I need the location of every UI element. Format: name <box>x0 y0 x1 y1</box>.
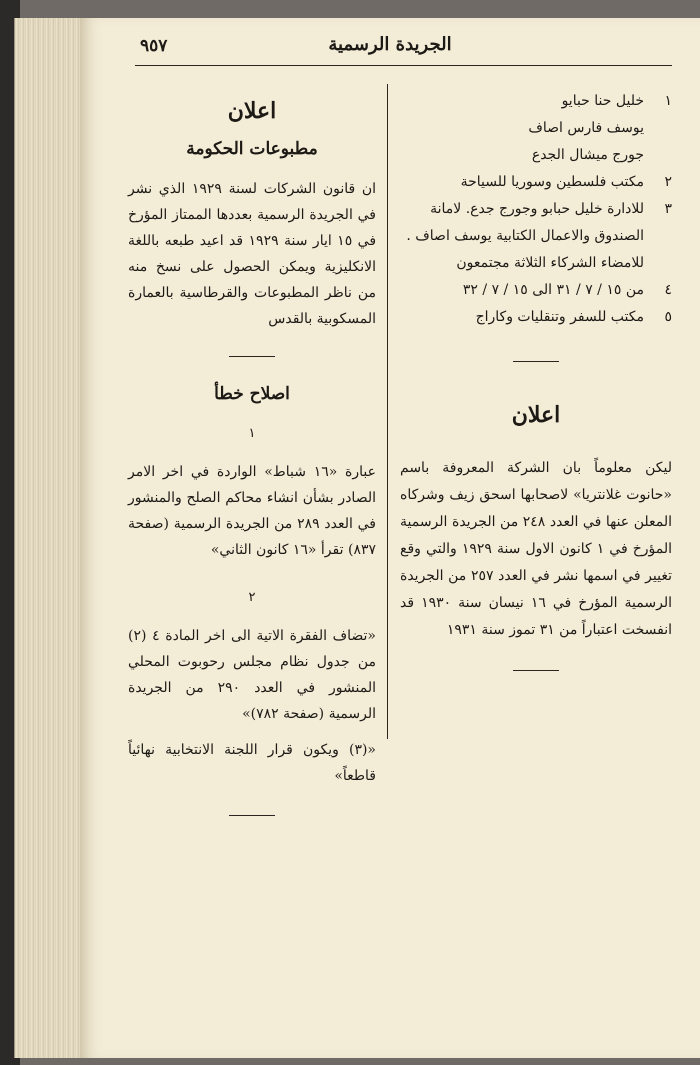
partner-name: خليل حنا حبايو <box>561 93 644 109</box>
gazette-page <box>80 18 700 1058</box>
partner-name: جورج ميشال الجدع <box>531 147 644 163</box>
errata-heading: اصلاح خطأ <box>214 384 290 404</box>
section-separator <box>513 670 559 671</box>
list-item <box>400 304 672 331</box>
item-text: للادارة خليل حبابو وجورج جدع. لامانة الصندوق والاعمال الكتابية يوسف اصاف . للامضاء الشركاء الثلاثة مجتمعون <box>406 201 644 271</box>
notice-heading: اعلان <box>227 98 277 124</box>
item-text: من ١٥ / ٧ / ٣١ الى ١٥ / ٧ / ٣٢ <box>462 282 644 298</box>
errata-quote: «(٣) ويكون قرار اللجنة الانتخابية نهائياً قاطعاً» <box>128 742 376 784</box>
partner-name: يوسف فارس اصاف <box>528 120 644 136</box>
page-number: ٩٥٧ <box>140 36 168 56</box>
right-column <box>400 88 672 685</box>
item-text <box>400 88 644 169</box>
item-text: مكتب للسفر وتنقليات وكاراج <box>475 309 644 325</box>
item-number: ٥ <box>664 309 672 325</box>
section-separator <box>229 815 275 816</box>
item-number: ٣ <box>664 201 672 217</box>
item-number: ٤ <box>664 282 672 298</box>
left-column <box>128 88 376 830</box>
list-item <box>400 277 672 304</box>
notice-subheading: مطبوعات الحكومة <box>186 139 318 159</box>
item-number: ١ <box>664 93 672 109</box>
errata-number: ١ <box>248 426 256 441</box>
section-separator <box>229 356 275 357</box>
item-number: ٢ <box>664 174 672 190</box>
list-item <box>400 88 672 169</box>
item-text: مكتب فلسطين وسوريا للسياحة <box>460 174 644 190</box>
errata-paragraph: عبارة «١٦ شباط» الواردة في اخر الامر الصادر بشأن انشاء محاكم الصلح والمنشور في العدد ٢٨٩ من الجريدة الرسمية (صفحة ٨٣٧) تقرأ «١٦ كانون الثاني» <box>128 464 376 558</box>
errata-paragraph: «تضاف الفقرة الاتية الى اخر المادة ٤ (٢) من جدول نظام مجلس رحوبوت المحلي المنشور في العدد ٢٩٠ من الجريدة الرسمية (صفحة ٧٨٢)» <box>128 628 377 722</box>
list-item <box>400 169 672 196</box>
notice-heading: اعلان <box>511 402 561 428</box>
section-separator <box>513 361 559 362</box>
list-item <box>400 196 672 277</box>
column-divider <box>387 84 388 739</box>
header-rule <box>135 65 672 66</box>
notice-paragraph: ان قانون الشركات لسنة ١٩٢٩ الذي نشر في الجريدة الرسمية بعددها الممتاز المؤرخ في ١٥ ايار سنة ١٩٢٩ قد اعيد طبعه باللغة الانكليزية ويمكن الحصول على نسخ منه من ناظر المطبوعات والقرطاسية بالعمارة المسكوبية بالقدس <box>128 181 377 327</box>
notice-paragraph: ليكن معلوماً بان الشركة المعروفة باسم «حانوت غلانتريا» لاصحابها اسحق زيف وشركاه المعلن عنها في العدد ٢٤٨ من الجريدة الرسمية المؤرخ في ١ كانون الاول سنة ١٩٢٩ والتي وقع تغيير في اسمها نشر في العدد ٢٥٧ من الجريدة الرسمية المؤرخ في ١٦ نيسان سنة ١٩٣٠ قد انفسخت اعتباراً من ٣١ تموز سنة ١٩٣١ <box>400 460 672 638</box>
errata-number: ٢ <box>248 590 256 605</box>
running-head-title: الجريدة الرسمية <box>328 34 452 55</box>
